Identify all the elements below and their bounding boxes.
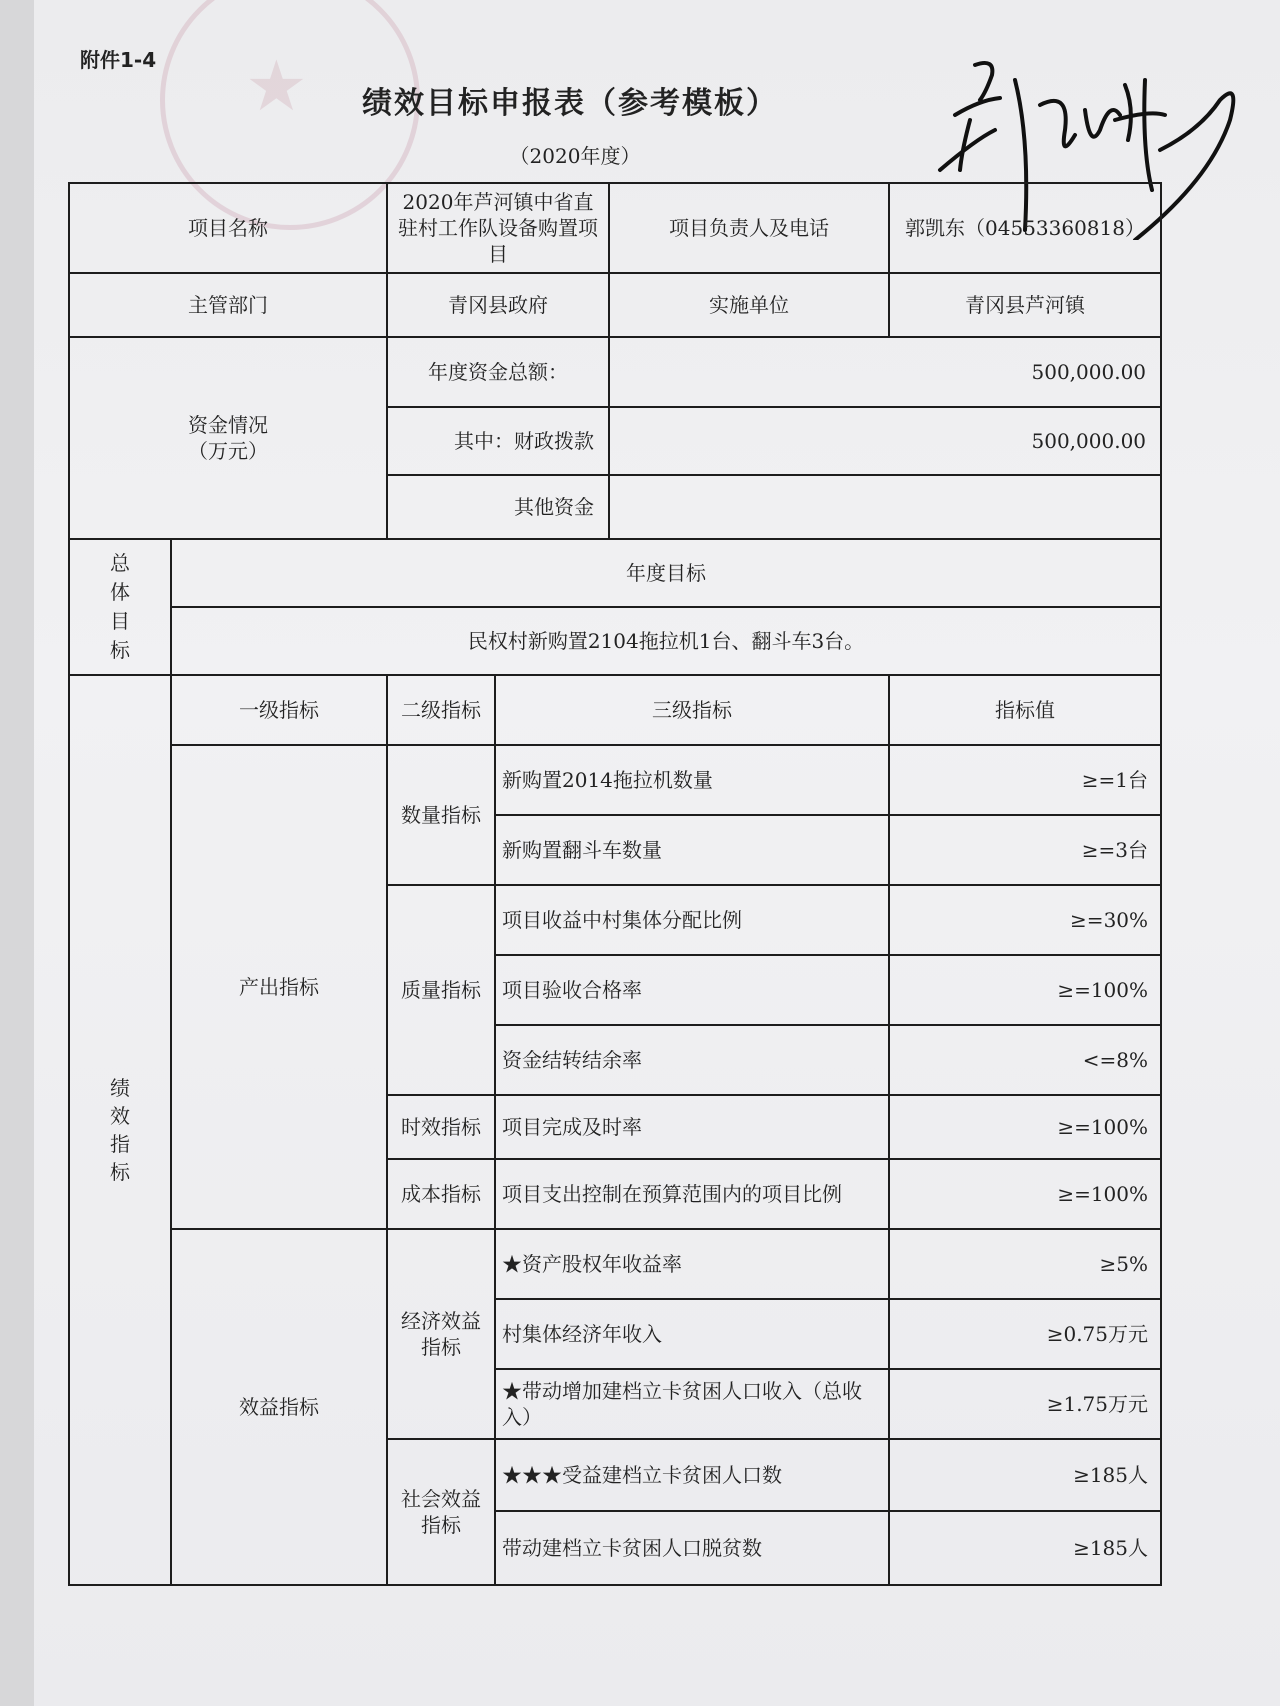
project-name-value: 2020年芦河镇中省直驻村工作队设备购置项目: [387, 183, 609, 273]
output-indicator-label: 产出指标: [171, 745, 387, 1229]
indicator-value: ≥185人: [889, 1439, 1161, 1511]
indicator-value: ≥185人: [889, 1511, 1161, 1585]
indicator-value: ≥5%: [889, 1229, 1161, 1299]
annual-target-label: 年度目标: [171, 539, 1161, 607]
indicator-value: ≥=1台: [889, 745, 1161, 815]
indicator-value: ≥=100%: [889, 1095, 1161, 1159]
attachment-label: 附件1-4: [80, 48, 157, 72]
indicator-name: 新购置翻斗车数量: [495, 815, 889, 885]
indicator-name: ★资产股权年收益率: [495, 1229, 889, 1299]
annual-target-text: 民权村新购置2104拖拉机1台、翻斗车3台。: [171, 607, 1161, 675]
indicator-name: ★★★受益建档立卡贫困人口数: [495, 1439, 889, 1511]
overall-target-label-text: 总体目标: [110, 551, 130, 662]
document-year: （2020年度）: [509, 144, 641, 168]
funds-label-line1: 资金情况: [188, 413, 268, 437]
quantity-indicator-label: 数量指标: [387, 745, 495, 885]
social-benefit-label: 社会效益指标: [387, 1439, 495, 1585]
indicator-value: ≥=30%: [889, 885, 1161, 955]
funds-label-line2: （万元）: [188, 439, 268, 463]
indicator-name: 带动建档立卡贫困人口脱贫数: [495, 1511, 889, 1585]
dept-label: 主管部门: [69, 273, 387, 337]
header-level2: 二级指标: [387, 675, 495, 745]
indicator-name: 新购置2014拖拉机数量: [495, 745, 889, 815]
quality-indicator-label: 质量指标: [387, 885, 495, 1095]
performance-indicator-label-text: 绩效指标: [110, 1076, 130, 1184]
impl-value: 青冈县芦河镇: [889, 273, 1161, 337]
other-funds-value: [609, 475, 1161, 539]
indicator-value: ≥1.75万元: [889, 1369, 1161, 1439]
performance-target-form: [68, 182, 1162, 1586]
header-value: 指标值: [889, 675, 1161, 745]
header-level1: 一级指标: [171, 675, 387, 745]
performance-indicator-label: [69, 675, 171, 1585]
impl-label: 实施单位: [609, 273, 889, 337]
indicator-name: 村集体经济年收入: [495, 1299, 889, 1369]
leader-label: 项目负责人及电话: [609, 183, 889, 273]
economic-benefit-label: 经济效益指标: [387, 1229, 495, 1439]
leader-value: 郭凯东（04553360818）: [889, 183, 1161, 273]
project-name-label: 项目名称: [69, 183, 387, 273]
total-funds-value: 500,000.00: [609, 337, 1161, 407]
funds-label: [69, 337, 387, 539]
document-title: 绩效目标申报表（参考模板）: [362, 86, 778, 121]
indicator-name: 资金结转结余率: [495, 1025, 889, 1095]
indicator-value: <=8%: [889, 1025, 1161, 1095]
header-level3: 三级指标: [495, 675, 889, 745]
overall-target-label: [69, 539, 171, 675]
indicator-name: 项目完成及时率: [495, 1095, 889, 1159]
indicator-name: 项目支出控制在预算范围内的项目比例: [495, 1159, 889, 1229]
fiscal-funds-label: 其中：财政拨款: [387, 407, 609, 475]
indicator-name: ★带动增加建档立卡贫困人口收入（总收入）: [495, 1369, 889, 1439]
other-funds-label: 其他资金: [387, 475, 609, 539]
total-funds-label: 年度资金总额：: [387, 337, 609, 407]
dept-value: 青冈县政府: [387, 273, 609, 337]
indicator-value: ≥=3台: [889, 815, 1161, 885]
indicator-name: 项目验收合格率: [495, 955, 889, 1025]
indicator-value: ≥=100%: [889, 1159, 1161, 1229]
benefit-indicator-label: 效益指标: [171, 1229, 387, 1585]
cost-indicator-label: 成本指标: [387, 1159, 495, 1229]
indicator-value: ≥0.75万元: [889, 1299, 1161, 1369]
indicator-name: 项目收益中村集体分配比例: [495, 885, 889, 955]
fiscal-funds-value: 500,000.00: [609, 407, 1161, 475]
time-indicator-label: 时效指标: [387, 1095, 495, 1159]
indicator-value: ≥=100%: [889, 955, 1161, 1025]
